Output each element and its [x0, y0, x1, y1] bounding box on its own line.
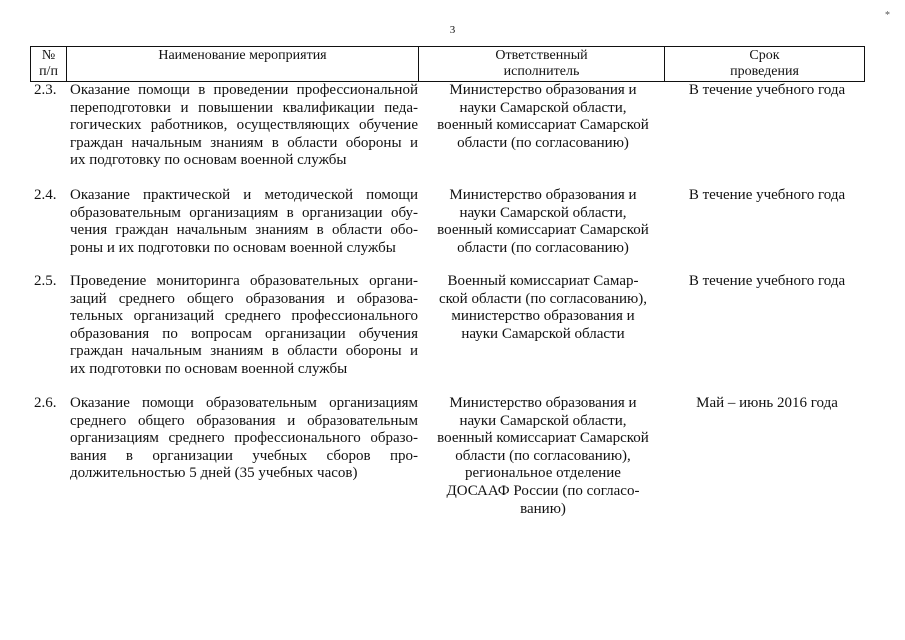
responsible-line: Министерство образования и: [449, 187, 637, 203]
activity-line: гогических работников, осуществляющих обучение: [70, 117, 418, 134]
activity-line: переподготовки и повышении квалификации педа-: [70, 99, 418, 116]
activity-line: чения граждан начальным знаниям в области обо-: [70, 222, 418, 239]
header-number-cell: [31, 47, 67, 82]
responsible-line: Министерство образования и: [449, 82, 637, 98]
responsible-line: науки Самарской области,: [459, 99, 627, 116]
responsible-line: региональное отделение: [465, 465, 621, 482]
term-line: В течение учебного года: [688, 273, 846, 289]
responsible-line: области (по согласованию): [457, 134, 629, 151]
responsible-line: науки Самарской области,: [459, 204, 627, 221]
row-term: [670, 395, 864, 413]
responsible-line: Министерство образования и: [449, 395, 637, 411]
header-number-line: п/п: [39, 64, 58, 79]
responsible-line: Военный комиссариат Самар-: [447, 273, 639, 289]
responsible-line: военный комиссариат Самарской: [437, 430, 649, 447]
activity-line: вания в организации учебных сборов про-: [70, 447, 418, 464]
activity-line: их подготовку по основам военной службы: [70, 152, 347, 169]
row-activity-name: [70, 82, 418, 170]
responsible-line: военный комиссариат Самарской: [437, 117, 649, 134]
header-term-cell: [665, 47, 865, 82]
responsible-line: ванию): [520, 500, 566, 517]
header-responsible-cell: [419, 47, 665, 82]
row-number: 2.3.: [34, 82, 57, 98]
row-activity-name: [70, 187, 418, 257]
activity-line: организациям среднего профессионального образо-: [70, 430, 418, 447]
responsible-line: ДОСААФ России (по согласо-: [446, 482, 640, 499]
term-line: В течение учебного года: [688, 82, 846, 98]
responsible-line: науки Самарской области,: [459, 412, 627, 429]
header-number-line: №: [41, 48, 56, 63]
activity-line: Оказание помощи образовательным организациям: [70, 395, 418, 411]
activity-line: граждан начальным знаниям в области обороны и: [70, 343, 418, 360]
row-responsible: [424, 82, 662, 152]
activity-line: заций среднего общего образования и образова-: [70, 290, 418, 307]
row-number: 2.5.: [34, 273, 57, 289]
activity-line: образования по вопросам организации обучения: [70, 325, 418, 342]
row-term: [670, 273, 864, 291]
responsible-line: военный комиссариат Самарской: [437, 222, 649, 239]
term-line: Май – июнь 2016 года: [696, 395, 838, 411]
row-responsible: [424, 395, 662, 518]
row-number: 2.6.: [34, 395, 57, 411]
activity-line: тельных организаций среднего профессионального: [70, 308, 418, 325]
activity-line: роны и их подготовки по основам военной службы: [70, 239, 396, 256]
responsible-line: области (по согласованию): [457, 239, 629, 256]
activity-line: должительностью 5 дней (35 учебных часов): [70, 465, 358, 482]
header-name-cell: [67, 47, 419, 82]
header-responsible-line: Ответственный: [495, 48, 588, 63]
row-activity-name: [70, 273, 418, 379]
activity-line: граждан начальным знаниям в области обороны и: [70, 134, 418, 151]
responsible-line: министерство образования и: [451, 308, 635, 325]
responsible-line: области (по согласованию),: [455, 447, 631, 464]
activity-line: среднего общего образования и образовательным: [70, 412, 418, 429]
page-number: 3: [449, 24, 456, 36]
corner-mark: *: [885, 10, 890, 21]
row-term: [670, 82, 864, 100]
term-line: В течение учебного года: [688, 187, 846, 203]
header-name-line: Наименование мероприятия: [158, 48, 327, 63]
activity-line: Проведение мониторинга образовательных органи-: [70, 273, 418, 289]
row-term: [670, 187, 864, 205]
activity-line: Оказание помощи в проведении профессиональной: [70, 82, 418, 98]
header-responsible-line: исполнитель: [503, 64, 580, 79]
row-responsible: [424, 187, 662, 257]
activity-line: образовательным организациям в организации обу-: [70, 204, 418, 221]
header-term-line: Срок: [749, 48, 780, 63]
row-responsible: [424, 273, 662, 343]
header-term-line: проведения: [730, 64, 799, 79]
activity-line: их подготовки по основам военной службы: [70, 360, 348, 377]
table-header: [30, 46, 865, 82]
activity-line: Оказание практической и методической помощи: [70, 187, 418, 203]
row-activity-name: [70, 395, 418, 483]
responsible-line: науки Самарской области: [461, 325, 625, 342]
row-number: 2.4.: [34, 187, 57, 203]
responsible-line: ской области (по согласованию),: [438, 290, 648, 307]
